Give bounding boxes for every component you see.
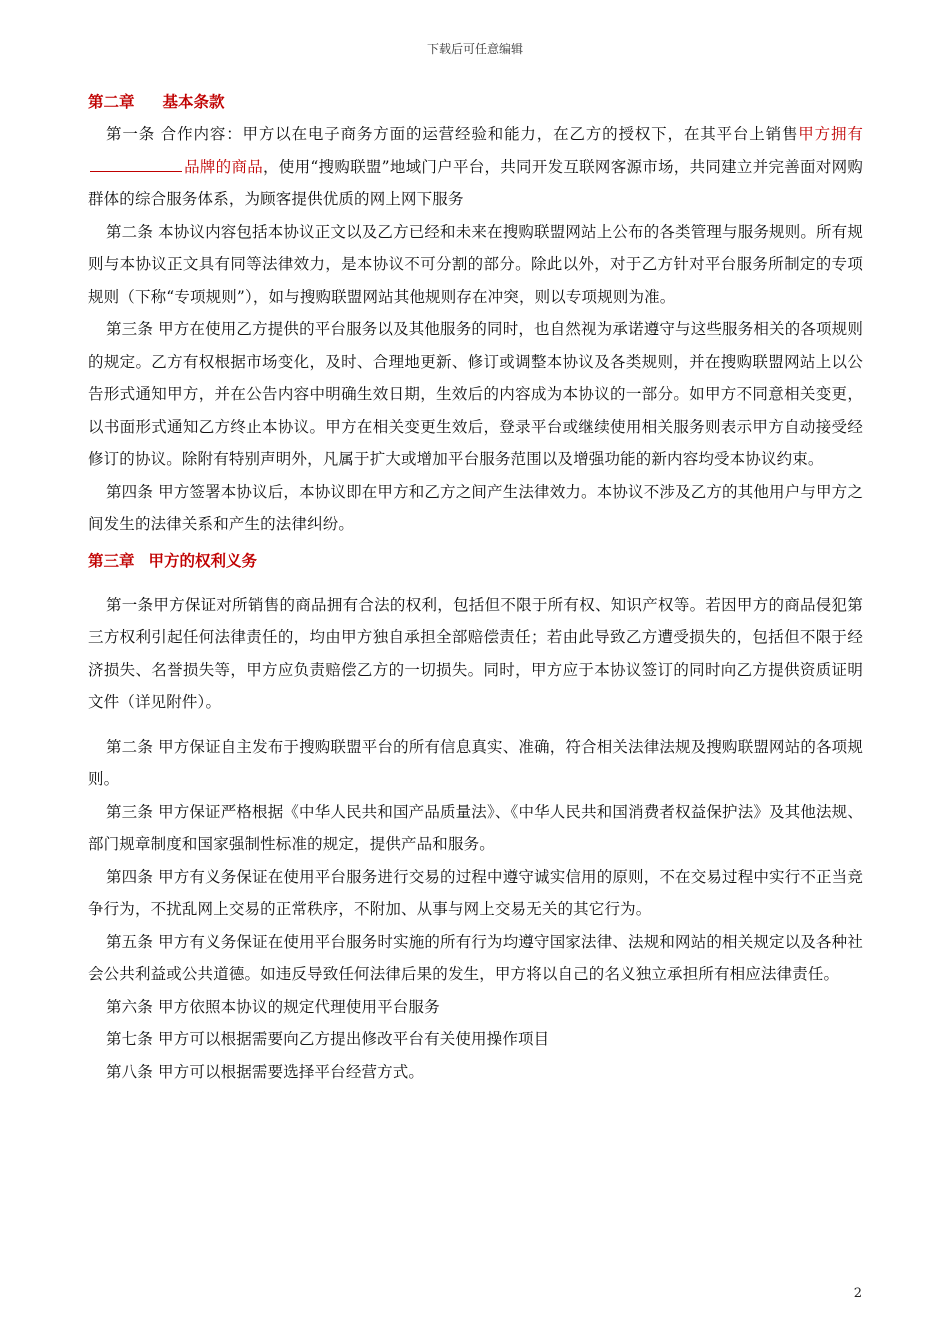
article-text: ，使用“搜购联盟”地域门户平台，共同开发互联网客源市场，共同建立并完善面对网购群体的综合服务体系，为顾客提供优质的网上网下服务	[88, 157, 863, 208]
chapter-3-article-7: 第七条 甲方可以根据需要向乙方提出修改平台有关使用操作项目	[106, 1030, 550, 1048]
document-body	[88, 82, 863, 1088]
chapter-3-article-3: 第三条 甲方保证严格根据《中华人民共和国产品质量法》、《中华人民共和国消费者权益保护法》及其他法规、部门规章制度和国家强制性标准的规定，提供产品和服务。	[88, 802, 863, 853]
chapter-3-article-1: 第一条甲方保证对所销售的商品拥有合法的权利，包括但不限于所有权、知识产权等。若因甲方的商品侵犯第三方权利引起任何法律责任的，均由甲方独自承担全部赔偿责任；若由此导致乙方遭受损失的，包括但不限于经济损失、名誉损失等，甲方应负责赔偿乙方的一切损失。同时，甲方应于本协议签订的同时向乙方提供资质证明文件（详见附件）。	[88, 595, 863, 711]
chapter-2-article-2: 第二条 本协议内容包括本协议正文以及乙方已经和未来在搜购联盟网站上公布的各类管理与服务规则。所有规则与本协议正文具有同等法律效力，是本协议不可分割的部分。除此以外，对于乙方针对平台服务所制定的专项规则（下称“专项规则”），如与搜购联盟网站其他规则存在冲突，则以专项规则为准。	[88, 222, 863, 306]
chapter-2-article-4: 第四条 甲方签署本协议后，本协议即在甲方和乙方之间产生法律效力。本协议不涉及乙方的其他用户与甲方之间发生的法律关系和产生的法律纠纷。	[88, 482, 863, 533]
chapter-2-title: 基本条款	[162, 92, 225, 111]
chapter-3-heading	[88, 549, 863, 573]
chapter-2-heading	[88, 90, 863, 114]
brand-goods-text: 品牌的商品	[184, 157, 264, 176]
chapter-3-article-4: 第四条 甲方有义务保证在使用平台服务进行交易的过程中遵守诚实信用的原则，不在交易过程中实行不正当竞争行为，不扰乱网上交易的正常秩序，不附加、从事与网上交易无关的其它行为。	[88, 867, 863, 918]
article-text: 第一条 合作内容：甲方以在电子商务方面的运营经验和能力，在乙方的授权下，在其平台上销售	[106, 125, 799, 143]
chapter-3-number: 第三章	[88, 550, 135, 570]
chapter-3-article-8: 第八条 甲方可以根据需要选择平台经营方式。	[106, 1062, 425, 1081]
chapter-3-article-5: 第五条 甲方有义务保证在使用平台服务时实施的所有行为均遵守国家法律、法规和网站的相关规定以及各种社会公共利益或公共道德。如违反导致任何法律后果的发生，甲方将以自己的名义独立承担所有相应法律责任。	[88, 932, 863, 983]
chapter-2-number: 第二章	[88, 92, 135, 111]
chapter-3-article-2: 第二条 甲方保证自主发布于搜购联盟平台的所有信息真实、准确，符合相关法律法规及搜购联盟网站的各项规则。	[88, 737, 863, 788]
chapter-3-title: 甲方的权利义务	[148, 550, 258, 570]
chapter-2-article-3: 第三条 甲方在使用乙方提供的平台服务以及其他服务的同时，也自然视为承诺遵守与这些服务相关的各项规则的规定。乙方有权根据市场变化，及时、合理地更新、修订或调整本协议及各类规则，并在搜购联盟网站上以公告形式通知甲方，并在公告内容中明确生效日期，生效后的内容成为本协议的一部分。如甲方不同意相关变更，以书面形式通知乙方终止本协议。甲方在相关变更生效后，登录平台或继续使用相关服务则表示甲方自动接受经修订的协议。除附有特别声明外，凡属于扩大或增加平台服务范围以及增强功能的新内容均受本协议约束。	[88, 320, 863, 468]
page-header: 下载后可任意编辑	[426, 42, 523, 56]
brand-owner-text: 甲方拥有	[798, 125, 863, 143]
brand-blank-field	[90, 157, 182, 172]
chapter-2-article-1	[88, 118, 863, 216]
chapter-3-article-6: 第六条 甲方依照本协议的规定代理使用平台服务	[106, 997, 440, 1016]
page-number: 2	[853, 1286, 862, 1301]
